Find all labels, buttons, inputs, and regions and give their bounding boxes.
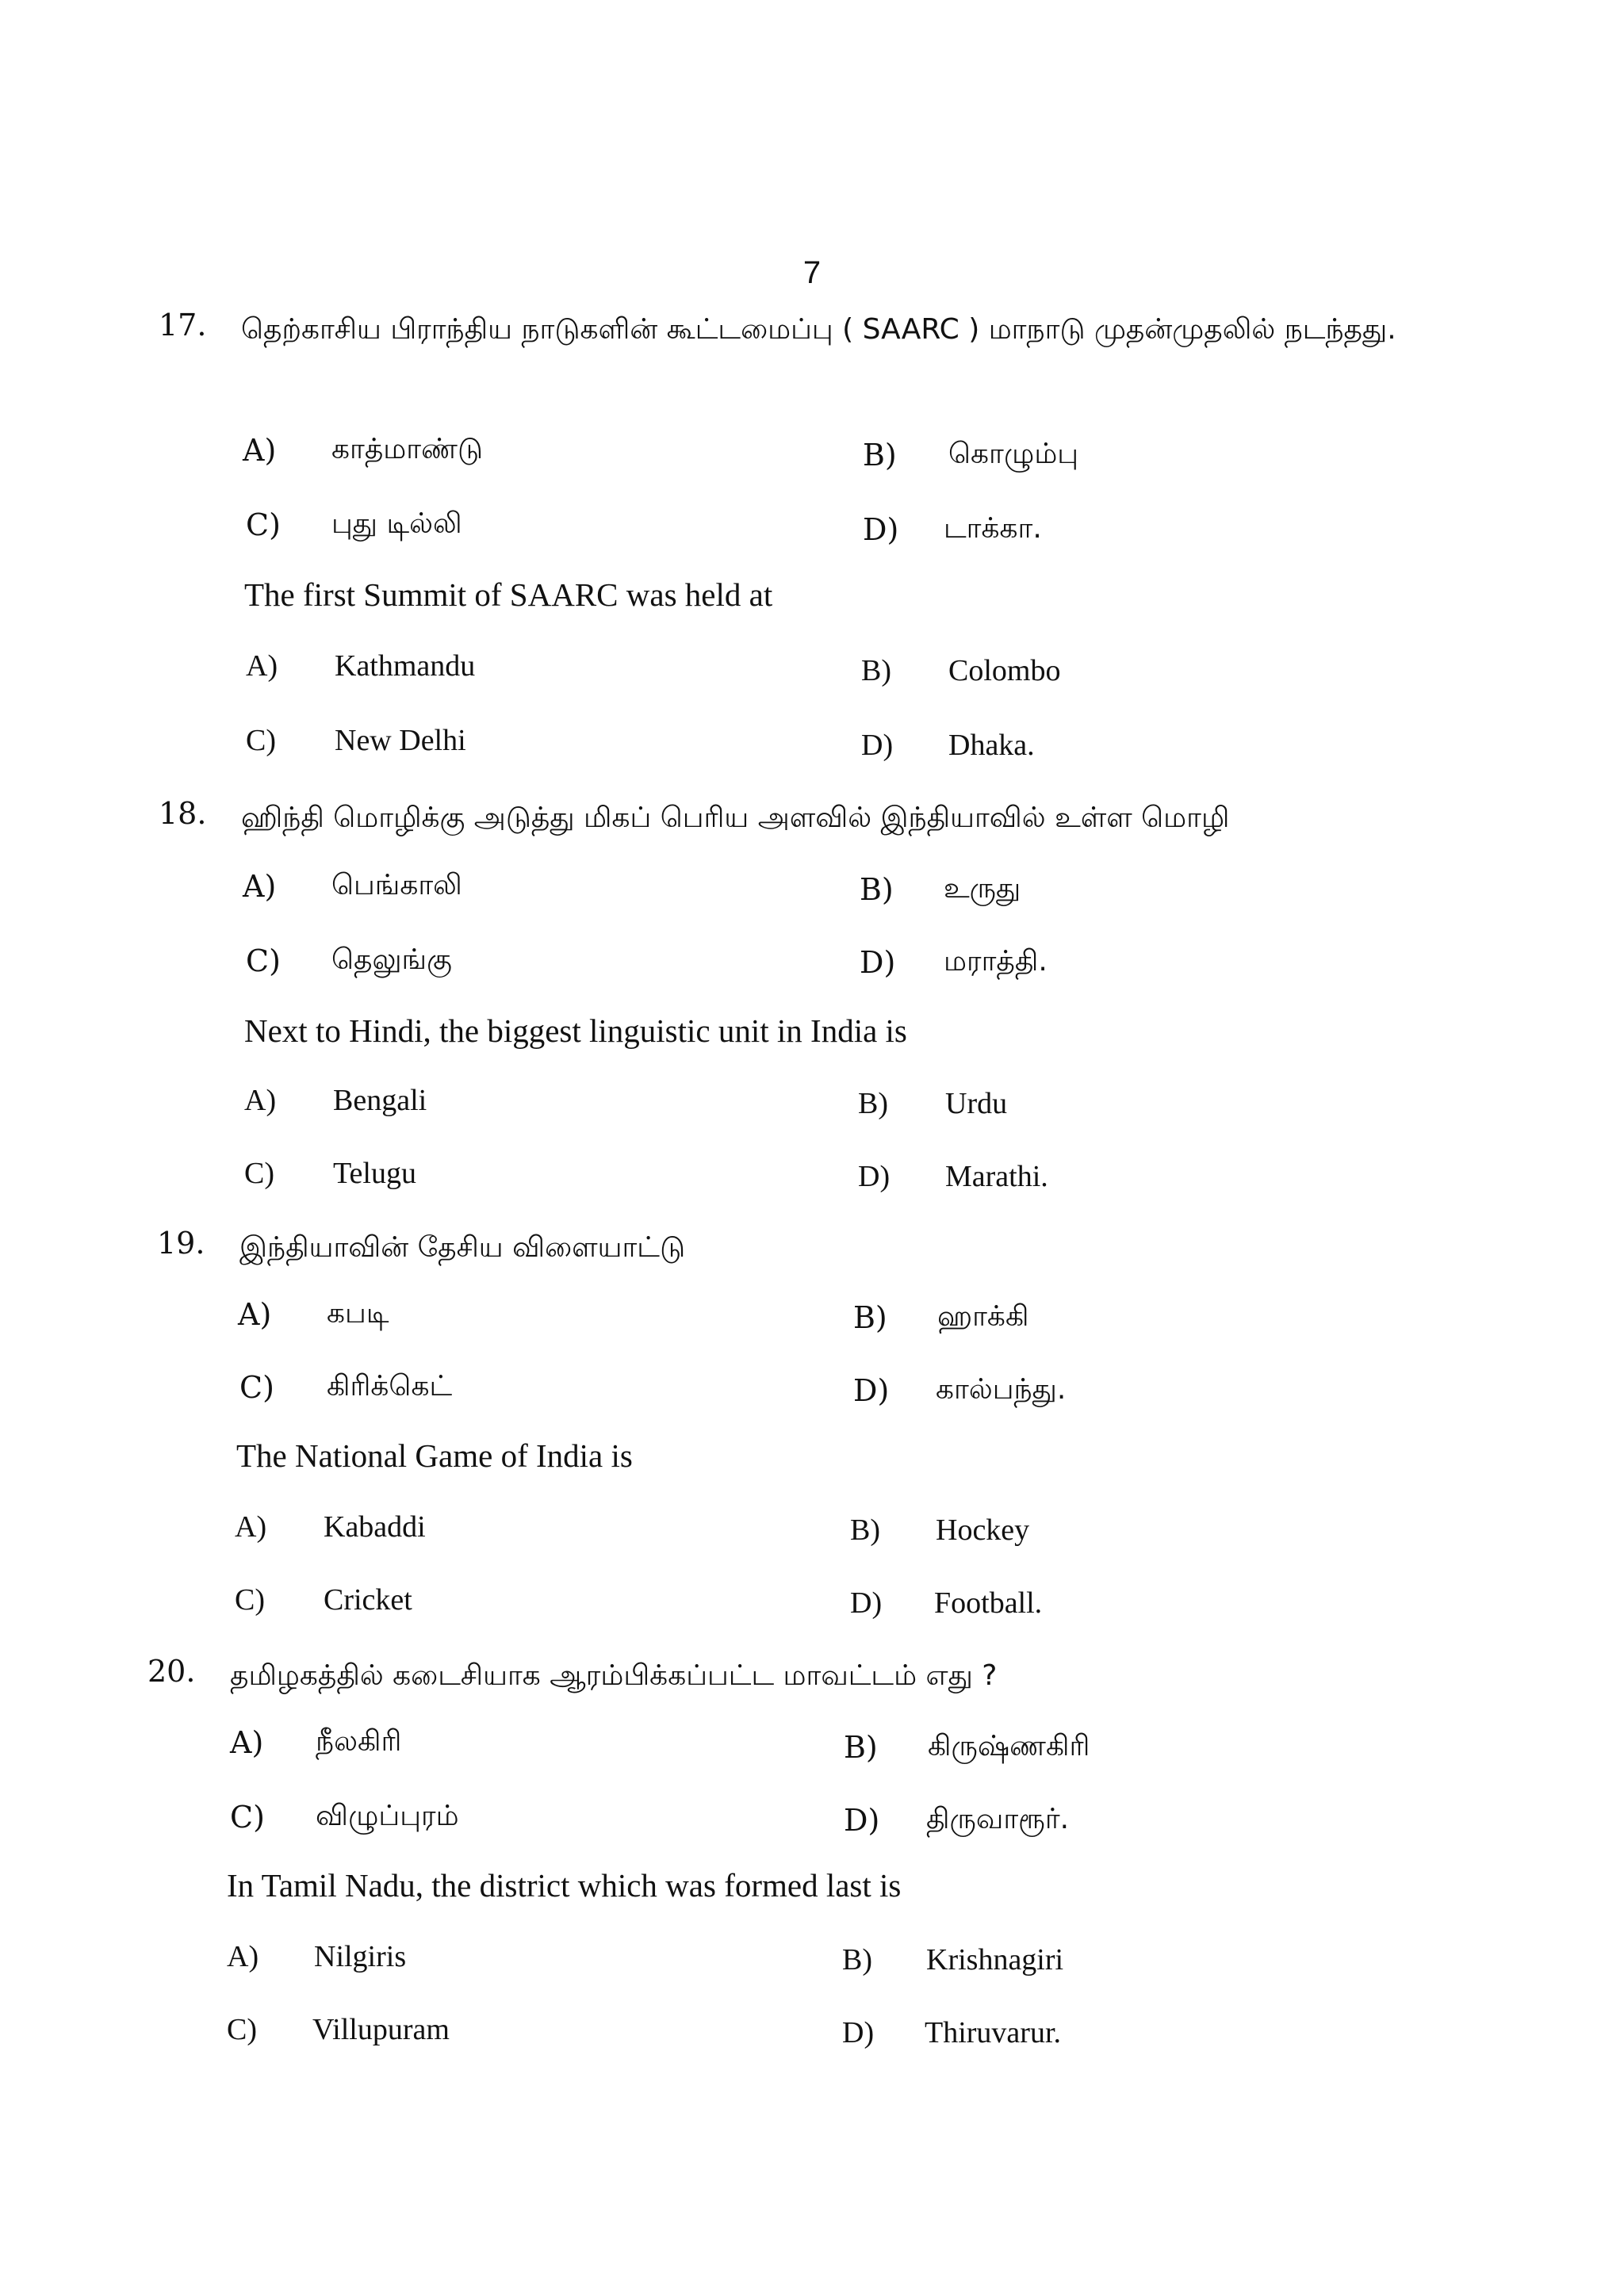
option-letter-c: C) xyxy=(246,507,281,542)
option-b-english: Urdu xyxy=(945,1087,1008,1120)
option-a-english: Kathmandu xyxy=(335,649,476,683)
option-letter-c: C) xyxy=(246,724,276,757)
question-text-tamil: தெற்காசிய பிராந்திய நாடுகளின் கூட்டமைப்பு ( SAARC ) மாநாடு முதன்முதலில் நடந்தது. xyxy=(241,313,1396,346)
option-letter-b: B) xyxy=(863,438,897,473)
question-text-tamil: ஹிந்தி மொழிக்கு அடுத்து மிகப் பெரிய அளவில் இந்தியாவில் உள்ள மொழி xyxy=(241,802,1230,834)
option-b-english: Hockey xyxy=(936,1513,1030,1547)
option-letter-d: D) xyxy=(861,729,894,762)
option-a-english: Bengali xyxy=(333,1084,427,1117)
option-letter-d: D) xyxy=(858,1160,891,1193)
option-letter-b: B) xyxy=(858,1087,888,1120)
question-text-english: The National Game of India is xyxy=(236,1437,633,1474)
option-letter-b: B) xyxy=(842,1943,872,1976)
option-letter-d: D) xyxy=(842,2016,875,2049)
option-c-english: Villupuram xyxy=(312,2013,450,2046)
option-letter-b: B) xyxy=(860,872,894,907)
option-b-english: Colombo xyxy=(948,654,1061,687)
option-letter-b: B) xyxy=(861,654,891,687)
option-b-english: Krishnagiri xyxy=(926,1943,1064,1976)
option-letter-d: D) xyxy=(860,945,896,980)
option-b-tamil: கிருஷ்ணகிரி xyxy=(928,1730,1090,1762)
option-b-tamil: உருது xyxy=(944,872,1021,905)
option-d-tamil: திருவாரூர். xyxy=(926,1803,1070,1835)
option-a-tamil: நீலகிரி xyxy=(316,1725,402,1758)
option-b-tamil: ஹாக்கி xyxy=(937,1300,1029,1333)
option-letter-d: D) xyxy=(853,1373,890,1408)
option-d-tamil: டாக்கா. xyxy=(944,512,1042,545)
option-letter-c: C) xyxy=(235,1583,265,1617)
page-number: 7 xyxy=(802,255,822,290)
option-letter-d: D) xyxy=(844,1803,880,1838)
option-c-english: Cricket xyxy=(324,1583,412,1617)
option-letter-a: A) xyxy=(238,1297,272,1332)
option-a-english: Kabaddi xyxy=(324,1510,426,1544)
question-text-english: In Tamil Nadu, the district which was formed last is xyxy=(227,1867,902,1904)
option-letter-a: A) xyxy=(235,1510,267,1544)
option-a-tamil: காத்மாண்டு xyxy=(331,433,484,465)
option-letter-d: D) xyxy=(850,1586,883,1620)
option-letter-c: C) xyxy=(230,1800,265,1835)
question-number: 17. xyxy=(159,308,207,342)
option-letter-d: D) xyxy=(863,512,899,547)
option-b-tamil: கொழும்பு xyxy=(948,438,1079,470)
option-letter-a: A) xyxy=(244,1084,277,1117)
option-c-english: New Delhi xyxy=(335,724,466,757)
question-number: 20. xyxy=(147,1654,196,1689)
question-text-tamil: தமிழகத்தில் கடைசியாக ஆரம்பிக்கப்பட்ட மாவட்டம் எது ? xyxy=(230,1659,998,1692)
question-text-english: Next to Hindi, the biggest linguistic unit in India is xyxy=(244,1012,907,1049)
option-letter-a: A) xyxy=(243,433,277,468)
option-d-english: Marathi. xyxy=(945,1160,1048,1193)
option-c-tamil: விழுப்புரம் xyxy=(316,1800,459,1832)
option-letter-a: A) xyxy=(246,649,278,683)
option-d-english: Dhaka. xyxy=(948,729,1035,762)
option-letter-b: B) xyxy=(850,1513,880,1547)
option-letter-c: C) xyxy=(246,943,281,978)
option-letter-c: C) xyxy=(244,1157,274,1190)
option-letter-a: A) xyxy=(227,1940,259,1973)
option-d-english: Thiruvarur. xyxy=(925,2016,1062,2049)
option-letter-c: C) xyxy=(227,2013,257,2046)
option-a-english: Nilgiris xyxy=(314,1940,407,1973)
question-text-tamil: இந்தியாவின் தேசிய விளையாட்டு xyxy=(239,1231,686,1264)
option-letter-b: B) xyxy=(844,1730,878,1765)
option-letter-a: A) xyxy=(243,869,277,904)
option-letter-c: C) xyxy=(239,1370,274,1405)
option-d-tamil: கால்பந்து. xyxy=(936,1373,1067,1406)
option-d-english: Football. xyxy=(934,1586,1043,1620)
option-letter-b: B) xyxy=(853,1300,887,1335)
option-d-tamil: மராத்தி. xyxy=(944,945,1048,978)
question-text-english: The first Summit of SAARC was held at xyxy=(244,576,773,613)
question-number: 18. xyxy=(159,796,207,831)
option-letter-a: A) xyxy=(230,1725,264,1760)
option-c-english: Telugu xyxy=(333,1157,416,1190)
option-a-tamil: கபடி xyxy=(327,1297,389,1330)
option-c-tamil: தெலுங்கு xyxy=(331,943,452,976)
question-number: 19. xyxy=(157,1226,205,1261)
option-c-tamil: புது டில்லி xyxy=(331,507,462,540)
option-c-tamil: கிரிக்கெட் xyxy=(327,1370,453,1402)
option-a-tamil: பெங்காலி xyxy=(331,869,462,901)
